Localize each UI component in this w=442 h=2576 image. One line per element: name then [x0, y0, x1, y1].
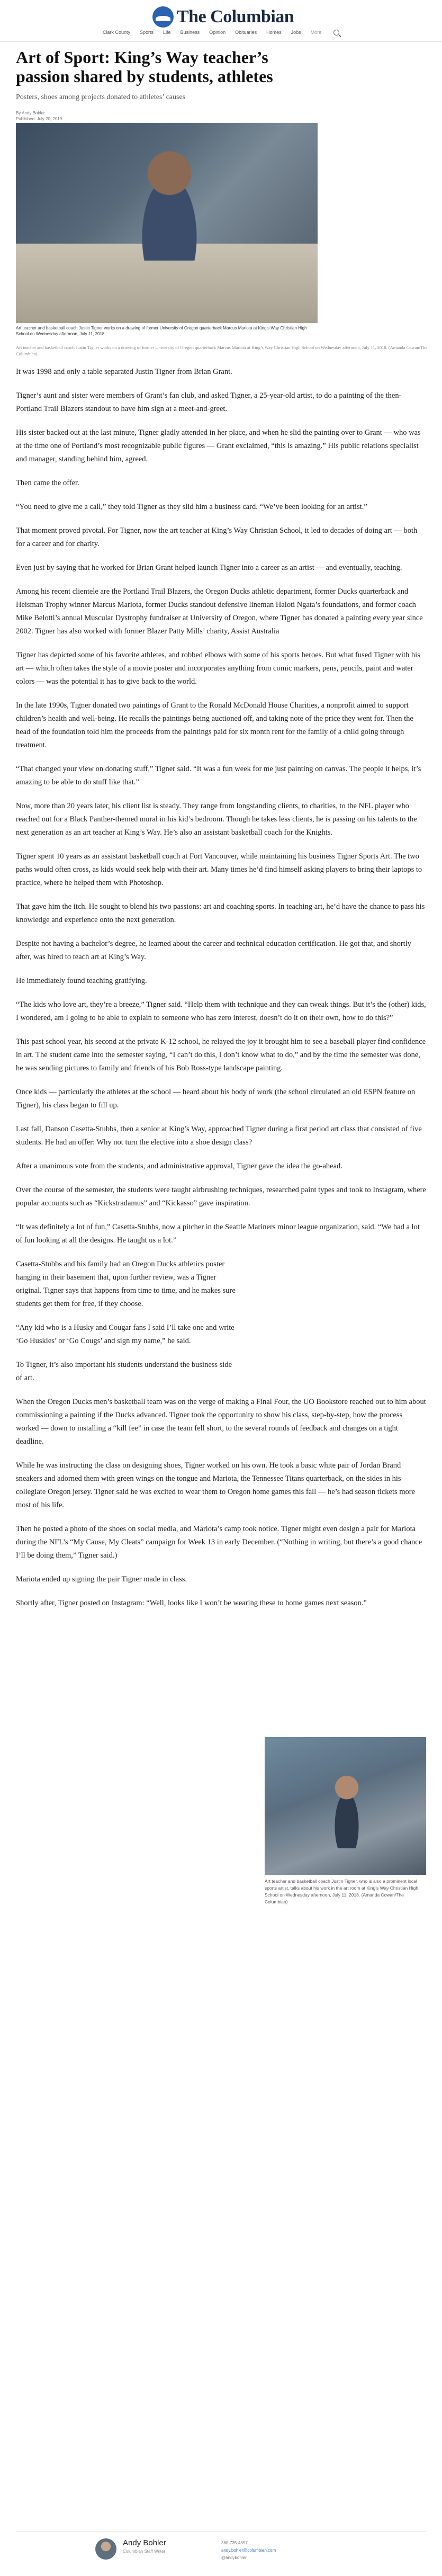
paragraph: Then came the offer. [16, 479, 79, 487]
site-header [0, 0, 442, 42]
byline-name[interactable]: By Andy Bohler [16, 111, 45, 115]
paragraph: “The kids who love art, they’re a breeze,” Tigner said. “Help them with technique and they can tweak things. But it’s the (other) kids, I wondered, am I going to be able to explain to someone who has zero interest, doesn’t do it on their own, how to do this?” [16, 1000, 426, 1022]
paragraph: Then he posted a photo of the shoes on social media, and Mariota’s camp took notice. Tigner might even design a pair for Mariota during the NFL’s “My Cause, My Cleats” campaign for Week 13 in early December. (“Nothing in writing, but there’s a good chance I’ll be doing them,” Tigner said.) [16, 1525, 422, 1560]
logo-text: The Columbian [177, 7, 294, 26]
nav-item[interactable]: Homes [266, 30, 282, 35]
article-title: Art of Sport: King’s Way teacher’s passion shared by students, athletes [16, 48, 273, 86]
paragraph: It was 1998 and only a table separated Justin Tigner from Brian Grant. [16, 368, 232, 376]
paragraph: When the Oregon Ducks men’s basketball team was on the verge of making a Final Four, the UO Bookstore reached out to him about commissioning a painting if the Ducks advanced. Tigner took the opportunity to show his class, step-by-step, how the process worked — down to installing a “kill fee” in case the team fell short, to the several rounds of feedback and changes on a tight deadline. [16, 1398, 426, 1446]
paragraph: Mariota ended up signing the pair Tigner made in class. [16, 1575, 187, 1584]
paragraph: Despite not having a bachelor’s degree, he learned about the career and technical education certification. He got that, and shortly after, was hired to teach art at King’s Way. [16, 940, 411, 961]
paragraph: In the late 1990s, Tigner donated two paintings of Grant to the Ronald McDonald House Charities, a nonprofit aimed to support children’s health and well-being. He recalls the paintings being auctioned off, and taking note of the price they went for. Then the head of the foundation told him the proceeds from the paintings paid for six month rent for the family of a child going through treatment. [16, 701, 413, 749]
paragraph: That moment proved pivotal. For Tigner, now the art teacher at King’s Way Christian School, it led to decades of doing art — both for a career and for charity. [16, 526, 418, 548]
author-phone[interactable]: 360-735-4557 [221, 2541, 248, 2545]
paragraph: Even just by saying that he worked for Brian Grant helped launch Tigner into a career as an artist — and eventually, teaching. [16, 564, 402, 572]
paragraph: That gave him the itch. He sought to blend his two passions: art and coaching sports. In teaching art, he’d have the chance to pass his knowledge and experience onto the next generation. [16, 902, 425, 924]
nav-item[interactable]: Life [163, 30, 171, 35]
paragraph: This past school year, his second at the private K-12 school, he relayed the joy it brought him to see a baseball player find confidence in art. The student came into the semester saying, “I can’t do this, I don’t know what to do,” and by the time the semester was done, he was sending pictures to family and friends of his Bob Ross-type landscape painting. [16, 1037, 426, 1072]
paragraph: While he was instructing the class on designing shoes, Tigner worked on his own. He took a basic white pair of Jordan Brand sneakers and adorned them with green wings on the tongue and Mariota, the Tennessee Titans quarterback, on the sides in his collegiate Oregon jersey. Tigner said he was excited to wear them to Oregon home games this fall — he’s had season tickets more most of his life. [16, 1461, 416, 1509]
paragraph: Tigner has depicted some of his favorite athletes, and robbed elbows with some of his sports heroes. But what fused Tigner with his art — which often takes the style of a movie poster and incorporates anything from comic markers, pens, pencils, paint and water colors — was the potential it has to give back to the world. [16, 651, 420, 686]
nav-item[interactable]: Obituaries [235, 30, 257, 35]
author-email[interactable]: andy.bohler@columbian.com [221, 2548, 276, 2553]
search-icon[interactable] [333, 30, 339, 35]
avatar [95, 2538, 116, 2560]
byline-date: Published: July 20, 2019 [16, 117, 62, 121]
side-photo[interactable] [265, 1737, 426, 1875]
side-caption: Art teacher and basketball coach Justin Tigner, who is also a prominent local sports artist, talks about his work in the art room at King’s Way Christian High School on Wednesday afternoon, July 11, 2018. (Amanda Cowan/The Columbian) [265, 1879, 419, 1904]
author-name[interactable]: Andy Bohler [123, 2538, 166, 2547]
paragraph: Tigner’s aunt and sister were members of Grant’s fan club, and asked Tigner, a 25-year-old artist, to do a painting of the then-Portland Trail Blazers standout to have him sign at a meet-and-greet. [16, 391, 402, 413]
paragraph: His sister backed out at the last minute, Tigner gladly attended in her place, and when he slid the painting over to Grant — who was at the time one of Portland’s most recognizable public figures — Grant exclaimed, “this is amazing.” His public relations specialist and manager, standing behind him, agreed. [16, 428, 421, 463]
nav-item[interactable]: Sports [140, 30, 154, 35]
author-social[interactable]: @andybohler [221, 2555, 247, 2560]
hero-figure-shape [127, 144, 212, 261]
logo-mark-icon [152, 6, 174, 28]
byline [16, 110, 62, 122]
article-subhead: Posters, shoes among projects donated to athletes’ causes [16, 93, 186, 101]
nav-item[interactable]: Opinion [209, 30, 226, 35]
paragraph: To Tigner, it’s also important his students understand the business side of art. [16, 1361, 232, 1382]
paragraph: After a unanimous vote from the students, and administrative approval, Tigner gave the idea the go-ahead. [16, 1162, 342, 1170]
hero-photo[interactable] [16, 123, 318, 323]
paragraph: He immediately found teaching gratifying. [16, 977, 147, 985]
paragraph: Last fall, Danson Casetta-Stubbs, then a senior at King’s Way, approached Tigner during a first period art class that consisted of five students. He had an offer: Why not turn the elective into a shoe design class? [16, 1125, 422, 1147]
paragraph: Once kids — particularly the athletes at the school — heard about his body of work (the school circulated an old ESPN feature on Tigner), his class began to fill up. [16, 1088, 416, 1110]
nav-item[interactable]: Clark County [103, 30, 131, 35]
paragraph: “You need to give me a call,” they told Tigner as they slid him a business card. “We’ve been looking for an artist.” [16, 503, 367, 511]
author-box [16, 2532, 426, 2564]
paragraph: Tigner spent 10 years as an assistant basketball coach at Fort Vancouver, while maintaining his business Tigner Sports Art. The two paths would often cross, as kids would seek help with their art. Many times he’d find himself asking players to bring their laptops to practice, where he helped them with Photoshop. [16, 852, 422, 887]
paragraph: Now, more than 20 years later, his client list is steady. They range from longstanding clients, to charities, to the NFL player who reached out for a Black Panther-themed mural in his kid’s bedroom. Though he takes less clients, he is passing on his talents to the next generation as an art teacher at King’s Way. He’s also an assistant basketball coach for the Knights. [16, 802, 417, 837]
hero-credit: Art teacher and basketball coach Justin Tigner works on a drawing of former University of Oregon quarterback Marcus Mariota at King’s Way Christian High School on Wednesday afternoon, July 11, 2018. (Amanda Cowan/The Columbian) [16, 345, 428, 356]
paragraph: “That changed your view on donating stuff,” Tigner said. “It was a fun week for me just painting on canvas. The people it helps, it’s amazing to be able to do stuff like that.” [16, 765, 421, 786]
paragraph: “Any kid who is a Husky and Cougar fans I said I’ll take one and write ‘Go Huskies’ or ‘Go Cougs’ and sign my name,” he said. [16, 1323, 234, 1345]
main-nav [103, 30, 321, 35]
author-title: Columbian Staff Writer [123, 2549, 166, 2554]
nav-more[interactable]: More [310, 30, 322, 35]
nav-item[interactable]: Jobs [291, 30, 301, 35]
paragraph: Casetta-Stubbs and his family had an Oregon Ducks athletics poster hanging in their basement that, upon further review, was a Tigner original. Tigner says that happens from time to time, and he makes sure students get them for free, if they choose. [16, 1260, 236, 1308]
paragraph: Among his recent clientele are the Portland Trail Blazers, the Oregon Ducks athletic department, former Ducks quarterback and Heisman Trophy winner Marcus Mariota, former Ducks standout defensive lineman Haloti Ngata’s foundations, and former coach Mike Belotti’s annual Muscular Dystrophy fundraiser at University of Oregon, where Tigner has donated a painting every year since 2002. Tigner has also worked with former Blazer Patty Mills’ charity, Assist Australia [16, 587, 423, 636]
paragraph: “It was definitely a lot of fun,” Casetta-Stubbs, now a pitcher in the Seattle Mariners minor league organization, said. “We had a lot of fun looking at all the designs. He taught us a lot.” [16, 1223, 420, 1245]
paragraph: Over the course of the semester, the students were taught airbrushing techniques, researched paint types and took to Instagram, where popular accounts such as “Kickstradamus” and “Kickasso” gave inspiration. [16, 1186, 426, 1208]
paragraph: Shortly after, Tigner posted on Instagram: “Well, looks like I won’t be wearing these to home games next season.” [16, 1599, 367, 1607]
article-body [16, 365, 426, 1621]
hero-caption: Art teacher and basketball coach Justin Tigner works on a drawing of former University of Oregon quarterback Marcus Mariota at King’s Way Christian High School on Wednesday afternoon, July 11, 2018. [16, 326, 307, 336]
side-photo-person-shape [328, 1774, 365, 1848]
nav-item[interactable]: Business [180, 30, 200, 35]
site-logo[interactable] [152, 6, 294, 28]
